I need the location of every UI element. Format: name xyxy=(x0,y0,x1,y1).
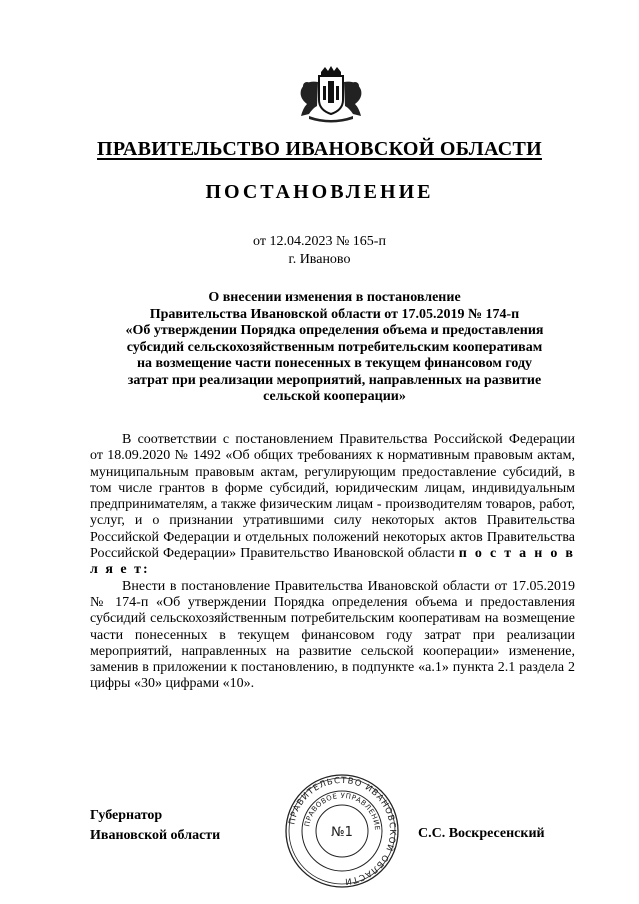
position-line: Ивановской области xyxy=(90,828,221,843)
signatory-name: С.С. Воскресенский xyxy=(418,826,545,841)
seal-number: №1 xyxy=(331,825,353,840)
document-date: от 12.04.2023 № 165-п xyxy=(253,234,386,249)
body-paragraph: Внести в постановление Правительства Ивановской области от 17.05.2019 № 174-п «Об утверждении Порядка определения объема и предоставления субсидий сельскохозяйственным потребительским кооперативам на возмещение части понесенных в текущем финансовом году затрат при реализации мероприятий, направленных на развитие сельской кооперации» изменение, заменив в приложении к постановлению, в подпункте «а.1» пункта 2.1 раздела 2 цифры «30» цифрами «10». xyxy=(90,578,575,692)
subject-line: на возмещение части понесенных в текущем финансовом году xyxy=(136,356,533,371)
official-seal-icon xyxy=(283,772,401,890)
organization-title: ПРАВИТЕЛЬСТВО ИВАНОВСКОЙ ОБЛАСТИ xyxy=(97,138,542,160)
body-paragraph xyxy=(90,432,575,579)
subject-line: О внесении изменения в постановление xyxy=(208,290,461,305)
signatory-position xyxy=(90,806,220,846)
document-city: г. Иваново xyxy=(288,252,351,267)
document-type: ПОСТАНОВЛЕНИЕ xyxy=(205,181,434,203)
document-date-block xyxy=(0,233,639,269)
document-body xyxy=(90,432,575,693)
coat-of-arms-icon xyxy=(295,64,367,124)
seal-outer-text: ПРАВИТЕЛЬСТВО ИВАНОВСКОЙ ОБЛАСТИ xyxy=(287,775,398,887)
seal-inner-text: ПРАВОВОЕ УПРАВЛЕНИЕ xyxy=(303,791,382,831)
document-subject xyxy=(90,290,579,406)
subject-line: затрат при реализации мероприятий, направленных на развитие xyxy=(127,372,542,388)
resolves-keyword: п о с т а н о в л я е т: xyxy=(90,546,575,578)
subject-line: сельской кооперации» xyxy=(263,389,406,404)
subject-line: «Об утверждении Порядка определения объема и предоставления xyxy=(125,323,544,338)
subject-line: Правительства Ивановской области от 17.05.2019 № 174-п xyxy=(149,306,520,322)
preamble-text: В соответствии с постановлением Правительства Российской Федерации от 18.09.2020 № 1492 «Об общих требованиях к нормативным правовым актам, муниципальным правовым актам, регулирующим предоставление субсидий, в том числе грантов в форме субсидий, юридическим лицам, индивидуальным предпринимателям, а также физическим лицам - производителям товаров, работ, услуг, и о признании утратившими силу некоторых актов Правительства Российской Федерации и отдельных положений некоторых актов Правительства Российской Федерации» Правительство Ивановской области xyxy=(90,432,575,562)
position-line: Губернатор xyxy=(90,808,163,823)
subject-line: субсидий сельскохозяйственным потребительским кооперативам xyxy=(126,339,543,355)
